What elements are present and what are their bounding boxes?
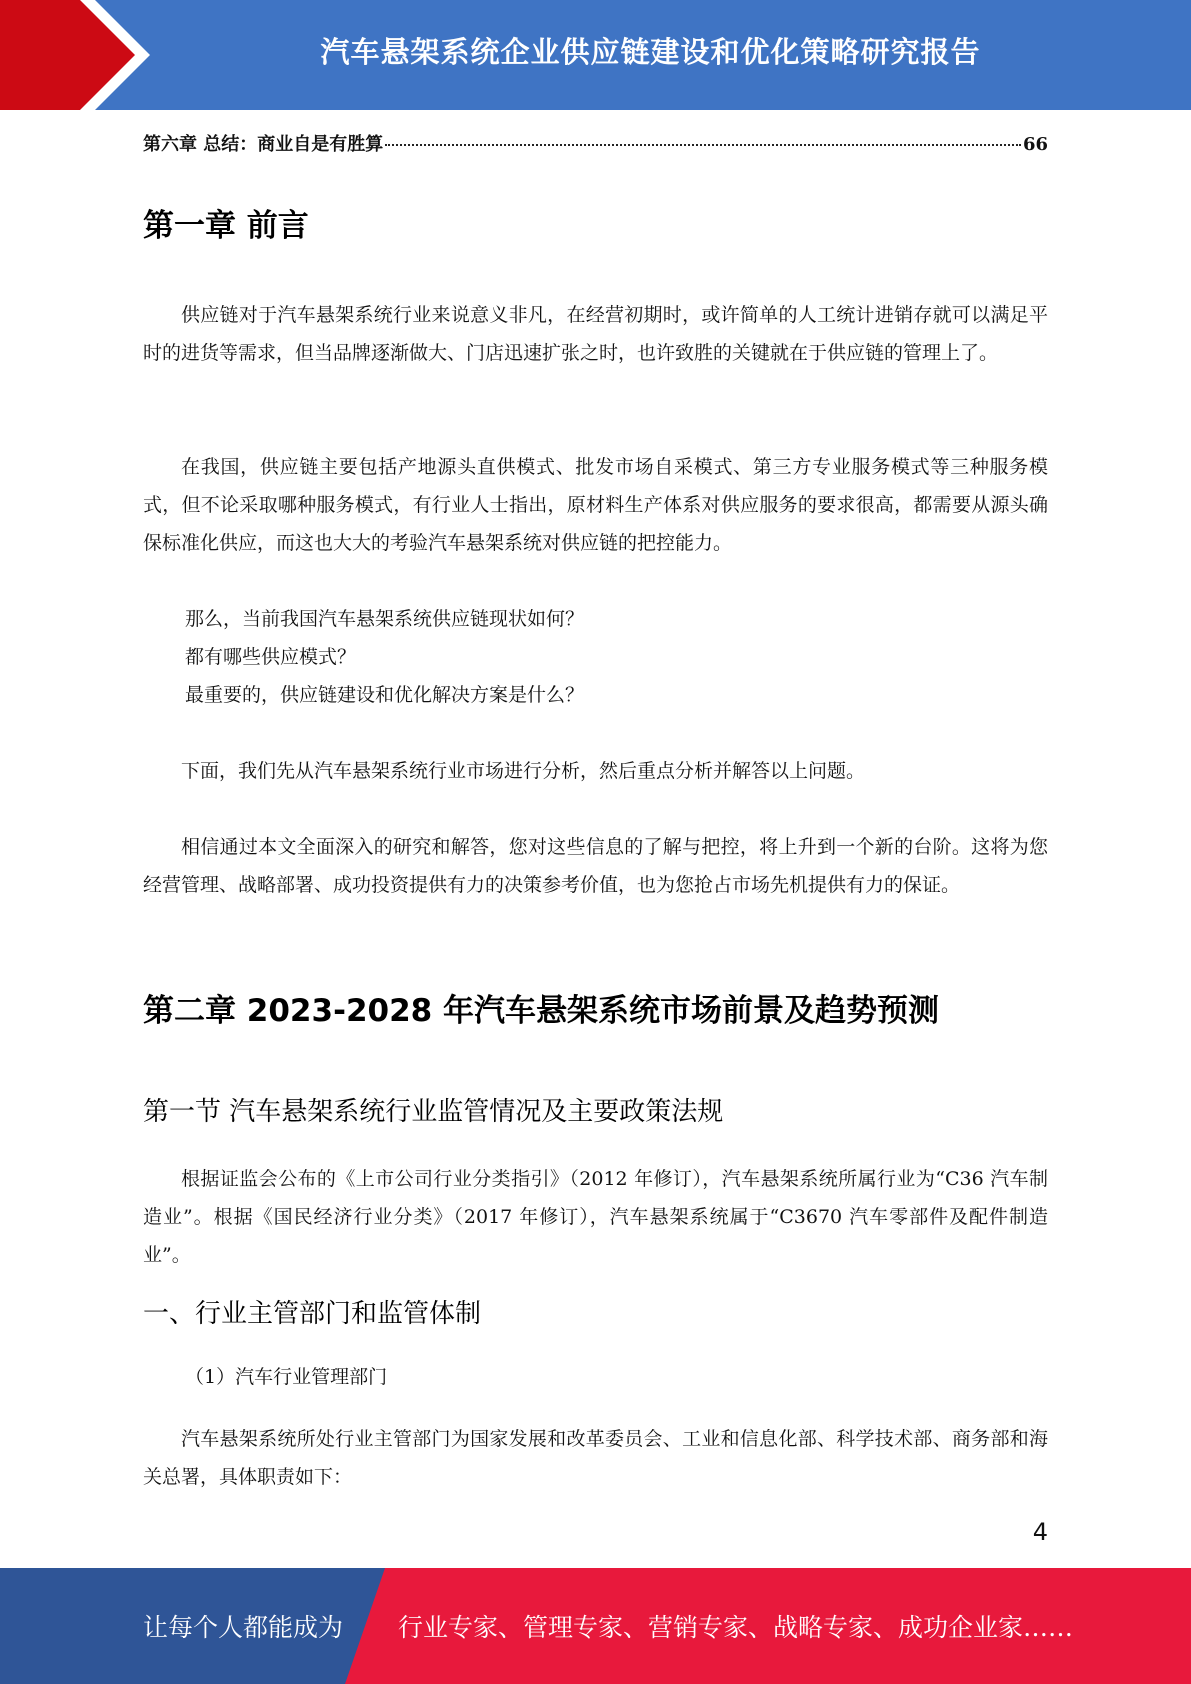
chapter-1-paragraph-2: 在我国，供应链主要包括产地源头直供模式、批发市场自采模式、第三方专业服务模式等三种服务模式，但不论采取哪种服务模式，有行业人士指出，原材料生产体系对供应服务的要求很高，都需要从源头确保标准化供应，而这也大大的考验汽车悬架系统对供应链的把控能力。 — [143, 456, 1048, 554]
chapter-2-title: 第二章 2023-2028 年汽车悬架系统市场前景及趋势预测 — [143, 993, 940, 1029]
footer-slogan-right: 行业专家、管理专家、营销专家、战略专家、成功企业家…… — [398, 1613, 1074, 1642]
section-1-title: 第一节 汽车悬架系统行业监管情况及主要政策法规 — [143, 1097, 724, 1127]
subsection-1-title: 一、行业主管部门和监管体制 — [143, 1299, 482, 1329]
toc-entry-label: 第六章 总结：商业自是有胜算 — [143, 134, 384, 155]
report-title: 汽车悬架系统企业供应链建设和优化策略研究报告 — [320, 34, 981, 69]
toc-entry[interactable] — [143, 130, 1048, 156]
page-number: 4 — [1032, 1518, 1048, 1546]
chapter-1-title: 第一章 前言 — [143, 208, 309, 244]
chapter-1-question-3: 最重要的，供应链建设和优化解决方案是什么？ — [185, 684, 585, 706]
header-arrow-icon — [0, 0, 160, 110]
footer-banner — [0, 1568, 1191, 1684]
chapter-1-question-2: 都有哪些供应模式？ — [185, 646, 357, 668]
chapter-1-paragraph-3: 下面，我们先从汽车悬架系统行业市场进行分析，然后重点分析并解答以上问题。 — [181, 760, 866, 782]
header-banner — [0, 0, 1191, 110]
chapter-1-question-1: 那么，当前我国汽车悬架系统供应链现状如何？ — [185, 608, 585, 630]
chapter-1-paragraph-1: 供应链对于汽车悬架系统行业来说意义非凡，在经营初期时，或许简单的人工统计进销存就可以满足平时的进货等需求，但当品牌逐渐做大、门店迅速扩张之时，也许致胜的关键就在于供应链的管理上了。 — [143, 304, 1048, 364]
chapter-1-paragraph-4: 相信通过本文全面深入的研究和解答，您对这些信息的了解与把控，将上升到一个新的台阶。这将为您经营管理、战略部署、成功投资提供有力的决策参考价值，也为您抢占市场先机提供有力的保证。 — [143, 836, 1048, 896]
chapter-2-paragraph-2: 汽车悬架系统所处行业主管部门为国家发展和改革委员会、工业和信息化部、科学技术部、商务部和海关总署，具体职责如下： — [143, 1428, 1048, 1488]
toc-leader-dots — [385, 144, 1021, 146]
chapter-2-paragraph-1: 根据证监会公布的《上市公司行业分类指引》（2012 年修订），汽车悬架系统所属行业为“C36 汽车制造业”。根据《国民经济行业分类》（2017 年修订），汽车悬架系统属于“C3670 汽车零部件及配件制造业”。 — [143, 1168, 1048, 1266]
footer-slogan-left: 让每个人都能成为 — [143, 1613, 344, 1642]
toc-entry-page: 66 — [1022, 134, 1048, 155]
subsection-item-1: （1）汽车行业管理部门 — [185, 1366, 388, 1388]
